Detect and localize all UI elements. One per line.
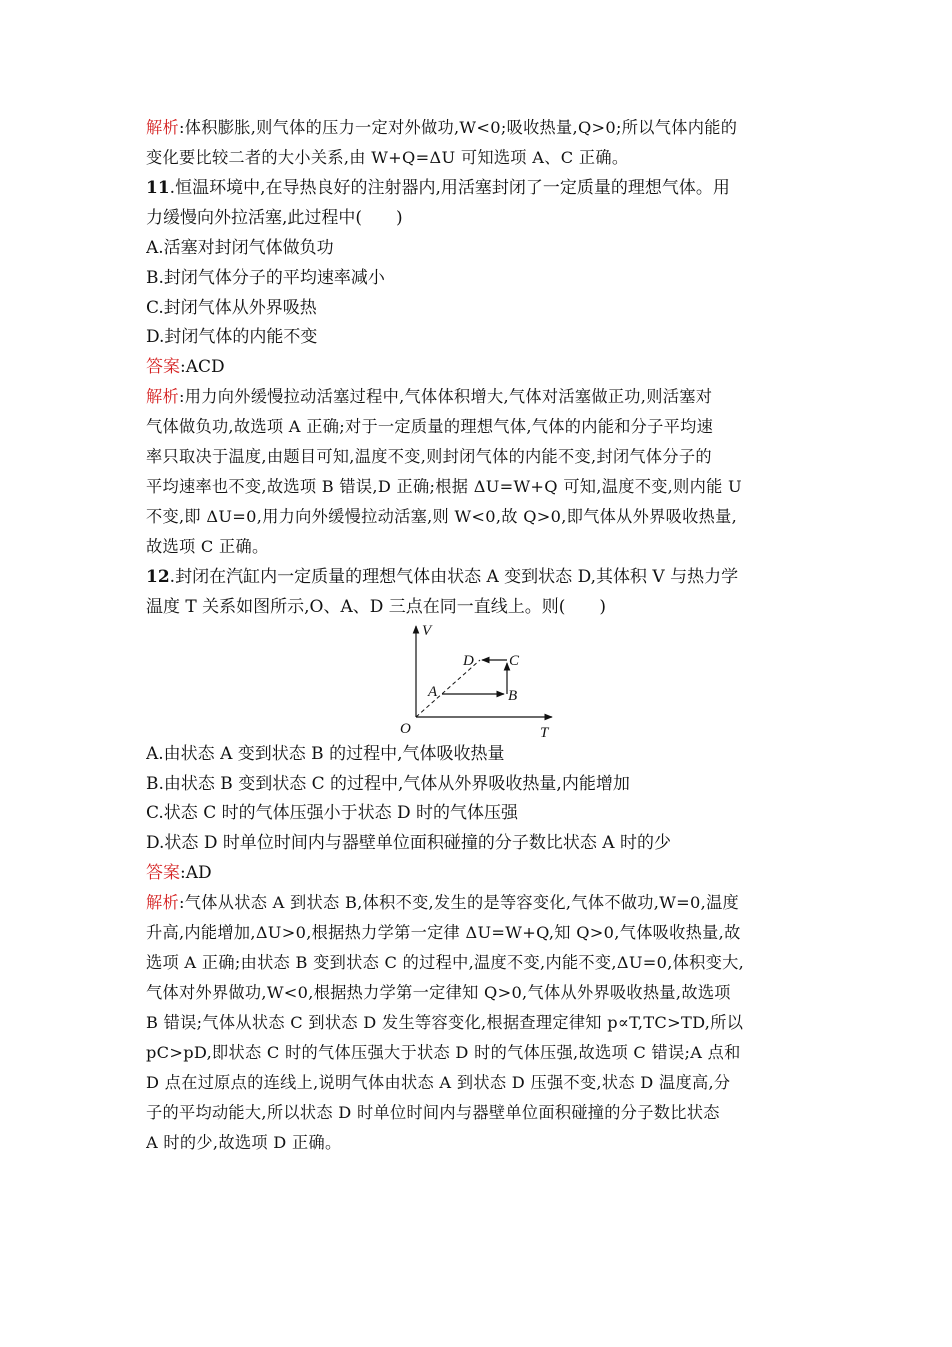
- text-span: 温度 T 关系如图所示,O、A、D 三点在同一直线上。则( ): [146, 597, 607, 617]
- text-line: [146, 921, 812, 945]
- label-a: A: [428, 684, 438, 700]
- text-span: :ACD: [180, 357, 225, 377]
- text-span: :用力向外缓慢拉动活塞过程中,气体体积增大,气体对活塞做正功,则活塞对: [178, 387, 713, 406]
- text-span: 变化要比较二者的大小关系,由 W+Q=ΔU 可知选项 A、C 正确。: [146, 148, 629, 167]
- text-line: [146, 176, 812, 200]
- text-line: [146, 1131, 812, 1155]
- question-number: 12: [146, 567, 170, 587]
- text-span: A.活塞对封闭气体做负功: [146, 238, 334, 258]
- text-line: [146, 981, 812, 1005]
- label-c: C: [509, 653, 520, 669]
- text-span: C.封闭气体从外界吸热: [146, 298, 317, 318]
- text-line: [146, 445, 812, 469]
- text-line: [146, 535, 812, 559]
- text-span: B 错误;气体从状态 C 到状态 D 发生等容变化,根据查理定律知 p∝T,TC>TD,所以: [146, 1013, 744, 1032]
- text-span: 率只取决于温度,由题目可知,温度不变,则封闭气体的内能不变,封闭气体分子的: [146, 447, 712, 466]
- text-line: [146, 355, 812, 379]
- text-line: [146, 1101, 812, 1125]
- text-line: [146, 861, 812, 885]
- text-line: [146, 415, 812, 439]
- v-t-diagram: [396, 620, 562, 742]
- text-line: [146, 742, 812, 766]
- text-line: [146, 1011, 812, 1035]
- text-span: A.由状态 A 变到状态 B 的过程中,气体吸收热量: [146, 744, 505, 764]
- text-line: [146, 475, 812, 499]
- text-span: .封闭在汽缸内一定质量的理想气体由状态 A 变到状态 D,其体积 V 与热力学: [169, 567, 739, 587]
- text-line: [146, 206, 812, 230]
- text-line: [146, 296, 812, 320]
- text-span: D.封闭气体的内能不变: [146, 327, 318, 347]
- text-line: [146, 116, 812, 140]
- text-line: [146, 325, 812, 349]
- text-line: [146, 951, 812, 975]
- text-line: [146, 1041, 812, 1065]
- text-span: 升高,内能增加,ΔU>0,根据热力学第一定律 ΔU=W+Q,知 Q>0,气体吸收热量,故: [146, 923, 741, 942]
- section-label: 解析: [146, 118, 179, 137]
- text-line: [146, 385, 812, 409]
- text-span: D.状态 D 时单位时间内与器壁单位面积碰撞的分子数比状态 A 时的少: [146, 833, 671, 853]
- text-span: B.封闭气体分子的平均速率减小: [146, 268, 385, 288]
- label-v: V: [422, 623, 432, 639]
- text-line: [146, 831, 812, 855]
- text-line: [146, 236, 812, 260]
- text-span: 气体做负功,故选项 A 正确;对于一定质量的理想气体,气体的内能和分子平均速: [146, 417, 714, 436]
- text-span: C.状态 C 时的气体压强小于状态 D 时的气体压强: [146, 803, 519, 823]
- text-span: :体积膨胀,则气体的压力一定对外做功,W<0;吸收热量,Q>0;所以气体内能的: [178, 118, 738, 137]
- text-line: [146, 772, 812, 796]
- text-span: 选项 A 正确;由状态 B 变到状态 C 的过程中,温度不变,内能不变,ΔU=0,体积变大,: [146, 953, 745, 972]
- question-number: 11: [146, 178, 170, 198]
- text-span: pC>pD,即状态 C 时的气体压强大于状态 D 时的气体压强,故选项 C 错误;A 点和: [146, 1043, 741, 1062]
- section-label: 答案: [146, 863, 180, 883]
- text-span: 力缓慢向外拉活塞,此过程中( ): [146, 208, 403, 228]
- text-span: 子的平均动能大,所以状态 D 时单位时间内与器壁单位面积碰撞的分子数比状态: [146, 1103, 720, 1122]
- text-span: 故选项 C 正确。: [146, 537, 269, 556]
- text-line: [146, 146, 812, 170]
- text-span: 不变,即 ΔU=0,用力向外缓慢拉动活塞,则 W<0,故 Q>0,即气体从外界吸收热量,: [146, 507, 738, 526]
- text-line: [146, 1071, 812, 1095]
- label-t: T: [540, 725, 549, 741]
- text-span: D 点在过原点的连线上,说明气体由状态 A 到状态 D 压强不变,状态 D 温度高,分: [146, 1073, 731, 1092]
- section-label: 解析: [146, 893, 179, 912]
- text-span: :气体从状态 A 到状态 B,体积不变,发生的是等容变化,气体不做功,W=0,温度: [178, 893, 740, 912]
- text-span: 气体对外界做功,W<0,根据热力学第一定律知 Q>0,气体从外界吸收热量,故选项: [146, 983, 731, 1002]
- label-b: B: [508, 688, 518, 704]
- section-label: 解析: [146, 387, 179, 406]
- text-span: 平均速率也不变,故选项 B 错误,D 正确;根据 ΔU=W+Q 可知,温度不变,则内能 U: [146, 477, 742, 496]
- text-line: [146, 595, 812, 619]
- text-line: [146, 505, 812, 529]
- label-d: D: [463, 653, 474, 669]
- text-span: B.由状态 B 变到状态 C 的过程中,气体从外界吸收热量,内能增加: [146, 774, 630, 794]
- label-o: O: [400, 721, 411, 737]
- text-line: [146, 565, 812, 589]
- text-line: [146, 801, 812, 825]
- text-span: .恒温环境中,在导热良好的注射器内,用活塞封闭了一定质量的理想气体。用: [169, 178, 730, 198]
- text-line: [146, 891, 812, 915]
- section-label: 答案: [146, 357, 180, 377]
- text-span: :AD: [180, 863, 212, 883]
- text-line: [146, 266, 812, 290]
- text-span: A 时的少,故选项 D 正确。: [146, 1133, 342, 1152]
